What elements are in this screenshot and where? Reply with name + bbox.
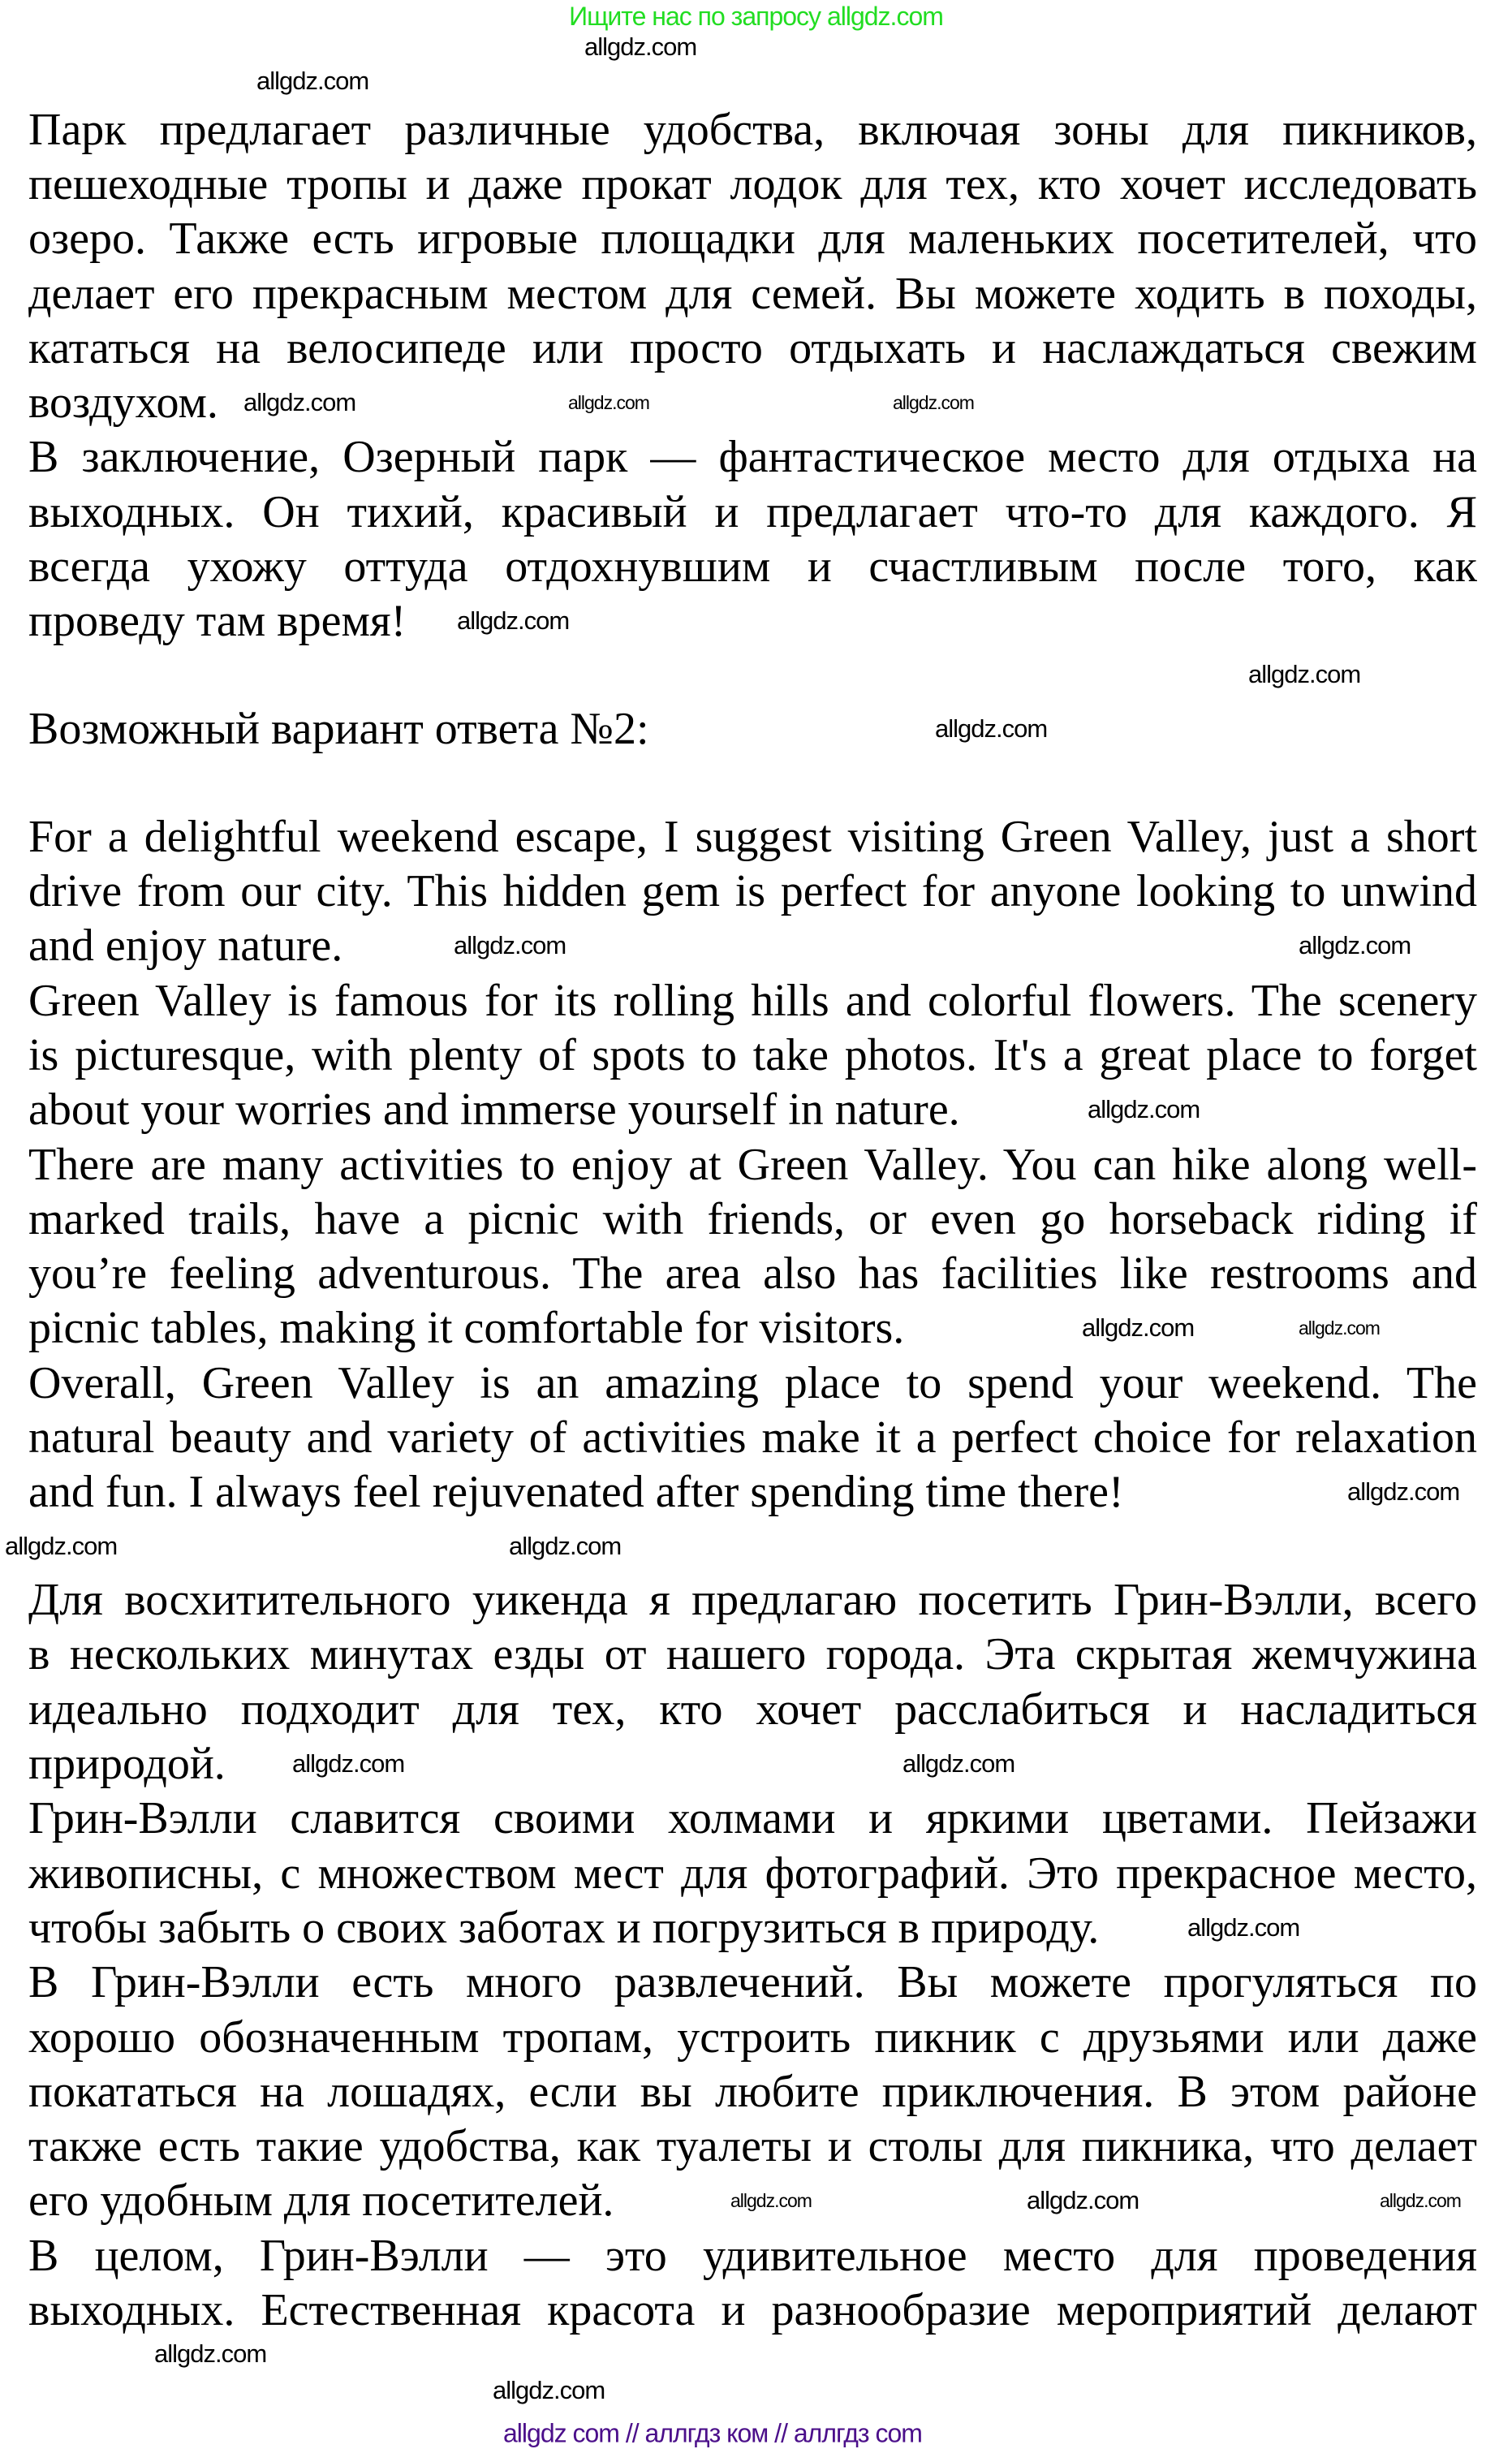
paragraph-line: его удобным для посетителей.	[28, 2175, 614, 2227]
paragraph-line: drive from our city. This hidden gem is perfect for anyone looking to unwind	[28, 866, 1477, 917]
paragraph-line: Overall, Green Valley is an amazing place to spend your weekend. The	[28, 1357, 1477, 1408]
paragraph-line: всегда ухожу оттуда отдохнувшим и счастливым после того, как	[28, 541, 1477, 593]
watermark-text: allgdz.com	[1299, 1317, 1380, 1339]
watermark-text: allgdz.com	[568, 392, 649, 413]
paragraph-line: В заключение, Озерный парк — фантастическое место для отдыха на	[28, 432, 1477, 483]
paragraph-line: В целом, Грин-Вэлли — это удивительное место для проведения	[28, 2230, 1477, 2281]
paragraph-line: Green Valley is famous for its rolling hills and colorful flowers. The scenery	[28, 975, 1477, 1026]
watermark-text: allgdz.com	[256, 67, 369, 95]
paragraph-line: природой.	[28, 1738, 226, 1789]
top-search-banner[interactable]: Ищите нас по запросу allgdz.com	[569, 2, 943, 31]
paragraph-line: В Грин-Вэлли есть много развлечений. Вы можете прогуляться по	[28, 1957, 1477, 2008]
watermark-text: allgdz.com	[1380, 2190, 1461, 2211]
paragraph-line: также есть такие удобства, как туалеты и столы для пикника, что делает	[28, 2121, 1477, 2172]
watermark-text: allgdz.com	[243, 388, 356, 416]
watermark-text: allgdz.com	[1248, 660, 1361, 688]
watermark-text: allgdz.com	[154, 2339, 267, 2368]
watermark-text: allgdz.com	[457, 606, 570, 635]
watermark-text: allgdz.com	[292, 1749, 405, 1778]
watermark-text: allgdz.com	[5, 1532, 118, 1560]
paragraph-line: Грин-Вэлли славится своими холмами и яркими цветами. Пейзажи	[28, 1793, 1477, 1844]
watermark-text: allgdz.com	[1027, 2186, 1139, 2214]
paragraph-line: идеально подходит для тех, кто хочет расслабиться и насладиться	[28, 1684, 1477, 1735]
watermark-text: allgdz.com	[893, 392, 974, 413]
watermark-text: allgdz.com	[493, 2376, 605, 2404]
paragraph-line: в нескольких минутах езды от нашего города. Эта скрытая жемчужина	[28, 1629, 1477, 1680]
paragraph-line: about your worries and immerse yourself in nature.	[28, 1084, 960, 1136]
section-heading: Возможный вариант ответа №2:	[28, 704, 649, 755]
paragraph-line: воздухом.	[28, 377, 218, 429]
paragraph-line: For a delightful weekend escape, I suggest visiting Green Valley, just a short	[28, 811, 1477, 862]
paragraph-line: проведу там время!	[28, 596, 407, 647]
paragraph-line: Для восхитительного уикенда я предлагаю посетить Грин-Вэлли, всего	[28, 1575, 1477, 1626]
paragraph-line: озеро. Также есть игровые площадки для маленьких посетителей, что	[28, 213, 1477, 265]
paragraph-line: There are many activities to enjoy at Green Valley. You can hike along well-	[28, 1139, 1477, 1190]
paragraph-line: marked trails, have a picnic with friends, or even go horseback riding if	[28, 1193, 1477, 1244]
paragraph-line: natural beauty and variety of activities make it a perfect choice for relaxation	[28, 1412, 1477, 1464]
watermark-text: allgdz.com	[902, 1749, 1015, 1778]
paragraph-line: is picturesque, with plenty of spots to take photos. It's a great place to forget	[28, 1029, 1477, 1080]
watermark-text: allgdz.com	[454, 931, 566, 959]
watermark-text: allgdz.com	[509, 1532, 622, 1560]
bottom-banner-links[interactable]: allgdz com // аллгдз ком // аллгдз com	[503, 2418, 922, 2448]
watermark-text: allgdz.com	[584, 32, 697, 61]
paragraph-line: делает его прекрасным местом для семей. Вы можете ходить в походы,	[28, 268, 1477, 319]
paragraph-line: and fun. I always feel rejuvenated after spending time there!	[28, 1467, 1124, 1518]
watermark-text: allgdz.com	[1082, 1313, 1195, 1342]
paragraph-line: выходных. Он тихий, красивый и предлагает что-то для каждого. Я	[28, 486, 1477, 537]
paragraph-line: покататься на лошадях, если вы любите приключения. В этом районе	[28, 2066, 1477, 2117]
watermark-text: allgdz.com	[1299, 931, 1411, 959]
paragraph-line: выходных. Естественная красота и разнообразие мероприятий делают	[28, 2285, 1477, 2336]
paragraph-line: пешеходные тропы и даже прокат лодок для тех, кто хочет исследовать	[28, 158, 1477, 209]
paragraph-line: хорошо обозначенным тропам, устроить пикник с друзьями или даже	[28, 2011, 1477, 2063]
watermark-text: allgdz.com	[730, 2190, 812, 2211]
watermark-text: allgdz.com	[1088, 1095, 1200, 1123]
watermark-text: allgdz.com	[1347, 1477, 1460, 1506]
paragraph-line: чтобы забыть о своих заботах и погрузиться в природу.	[28, 1902, 1100, 1953]
paragraph-line: and enjoy nature.	[28, 921, 343, 972]
paragraph-line: you’re feeling adventurous. The area also has facilities like restrooms and	[28, 1248, 1477, 1300]
watermark-text: allgdz.com	[1187, 1913, 1300, 1942]
paragraph-line: Парк предлагает различные удобства, включая зоны для пикников,	[28, 104, 1477, 155]
paragraph-line: живописны, с множеством мест для фотографий. Это прекрасное место,	[28, 1848, 1477, 1899]
paragraph-line: picnic tables, making it comfortable for visitors.	[28, 1303, 905, 1354]
paragraph-line: кататься на велосипеде или просто отдыхать и наслаждаться свежим	[28, 322, 1477, 373]
watermark-text: allgdz.com	[935, 714, 1048, 743]
